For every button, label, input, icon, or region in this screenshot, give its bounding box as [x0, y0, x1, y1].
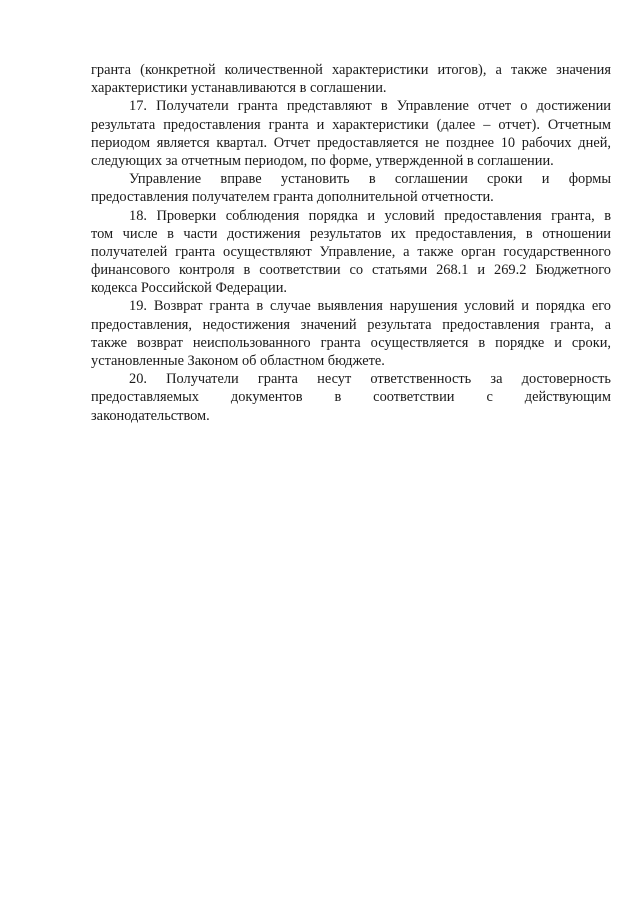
text-line: результата предоставления гранта и характеристики (далее – отчет). Отчетным [91, 116, 611, 133]
text-line: характеристики устанавливаются в соглашении. [91, 80, 387, 97]
text-line: 19. Возврат гранта в случае выявления нарушения условий и порядка его [129, 298, 611, 315]
text-line: предоставления, недостижения значений результата предоставления гранта, а [91, 316, 611, 333]
text-line: периодом является квартал. Отчет предоставляется не позднее 10 рабочих дней, [91, 134, 611, 151]
document-body [91, 61, 611, 425]
text-line: предоставляемых документов в соответствии с действующим [91, 389, 611, 406]
text-line: Управление вправе установить в соглашении сроки и формы [129, 171, 611, 188]
text-line: кодекса Российской Федерации. [91, 280, 288, 297]
text-line: установленные Законом об областном бюджете. [91, 353, 385, 369]
text-line: гранта (конкретной количественной характеристики итогов), а также значения [91, 62, 611, 78]
text-line: 20. Получатели гранта несут ответственность за достоверность [129, 371, 611, 388]
text-line: финансового контроля в соответствии со статьями 268.1 и 269.2 Бюджетного [91, 262, 611, 279]
text-line: 17. Получатели гранта представляют в Управление отчет о достижении [129, 98, 611, 115]
text-line: получателей гранта осуществляют Управление, а также орган государственного [91, 243, 611, 260]
text-line: 18. Проверки соблюдения порядка и условий предоставления гранта, в [129, 207, 611, 224]
text-line: также возврат неиспользованного гранта осуществляется в порядке и сроки, [91, 334, 611, 351]
text-line: предоставления получателем гранта дополнительной отчетности. [91, 189, 494, 206]
text-line: законодательством. [91, 407, 210, 424]
text-line: том числе в части достижения результатов их предоставления, в отношении [91, 225, 611, 242]
text-line: следующих за отчетным периодом, по форме, утвержденной в соглашении. [91, 152, 554, 169]
